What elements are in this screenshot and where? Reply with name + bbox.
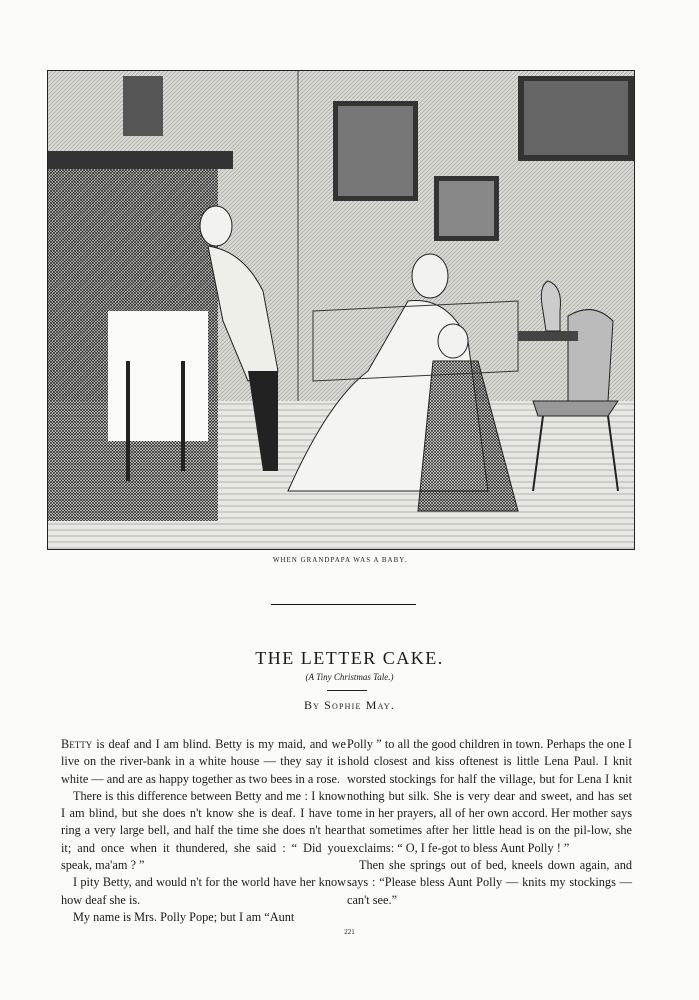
- paragraph: My name is Mrs. Polly Pope; but I am “Aunt: [73, 909, 295, 924]
- paragraph: Then she springs out of bed, kneels down again, and says : “Please bless Aunt Polly — knits my stockings — can't see.”: [347, 858, 632, 907]
- article-subtitle: (A Tiny Christmas Tale.): [305, 672, 394, 682]
- engraving-illustration: [47, 70, 635, 550]
- page-number: 221: [344, 928, 355, 936]
- byline-author: Sophie May.: [324, 698, 396, 712]
- paragraph: I pity Betty, and would n't for the world have her know how deaf she is.: [61, 875, 346, 907]
- engraving-drawing: [48, 71, 634, 549]
- article-title: THE LETTER CAKE.: [255, 648, 444, 668]
- subtitle-divider: [327, 690, 367, 691]
- section-divider: [271, 604, 416, 605]
- text-column-left: [61, 736, 346, 926]
- illustration-caption: WHEN GRANDPAPA WAS A BABY.: [272, 556, 408, 564]
- paragraph-text: is deaf and I am blind. Betty is my maid, and we live on the river-bank in a white house — they say it is white — and are as happy together as two bees in a rose.: [61, 737, 346, 786]
- text-column-right: [347, 736, 632, 909]
- byline-prefix: By: [303, 698, 321, 712]
- byline: [0, 698, 699, 713]
- paragraph: There is this difference between Betty and me : I know I am blind, but she does n't know she is deaf. I have to ring a very large bell, and half the time she does n't hear it; and once when it thundered, she said : “ Did you speak, ma'am ? ”: [61, 788, 346, 873]
- paragraph: Polly ” to all the good children in town. Perhaps the one I hold closest and kiss oftenest is little Lena Paul. I knit worsted stockings for half the village, but for Lena I knit nothing but silk. She is very dear and sweet, and has set me in her prayers, all of her own accord. Her mother says that sometimes after her little head is on the pil-low, she exclaims: “ O, I fe-got to bless Aunt Polly ! ”: [347, 737, 632, 855]
- paragraph: [61, 736, 346, 788]
- lead-word: Betty: [61, 737, 93, 751]
